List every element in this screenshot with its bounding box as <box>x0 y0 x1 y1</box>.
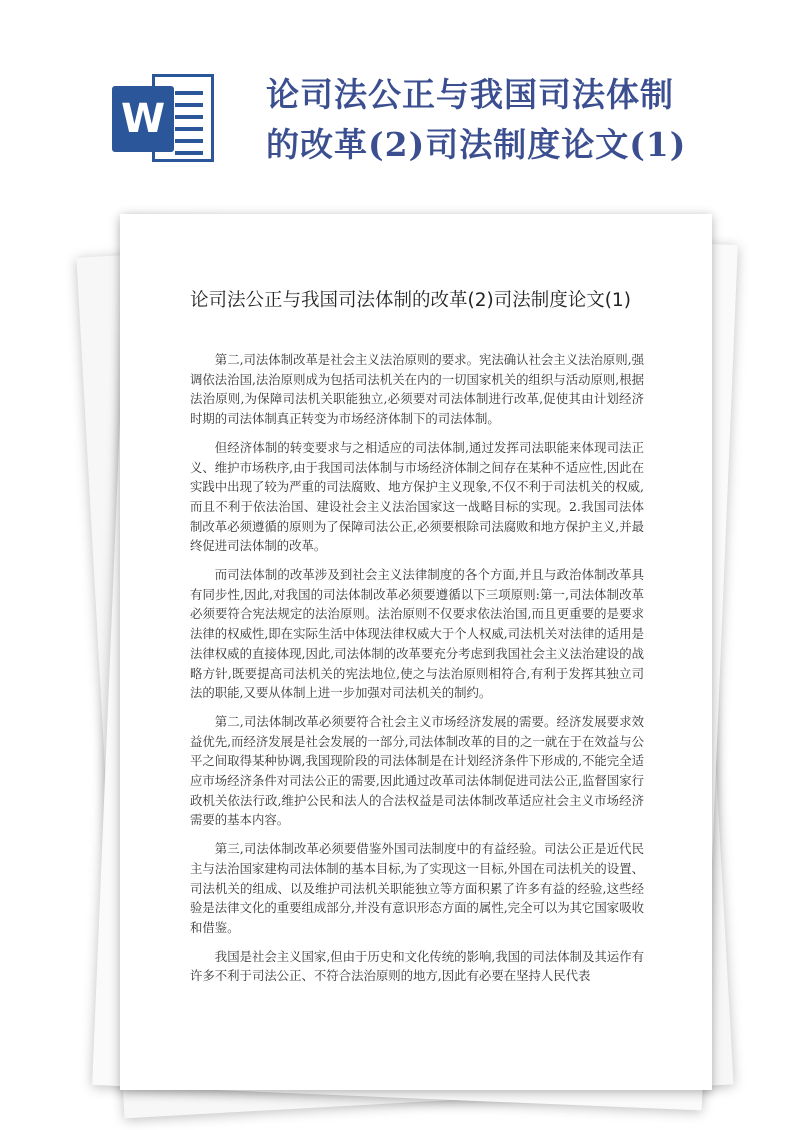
page-title: 论司法公正与我国司法体制的改革(2)司法制度论文(1) <box>266 75 687 164</box>
paragraph: 第二,司法体制改革必须要符合社会主义市场经济发展的需要。经济发展要求效益优先,而经济发展是社会发展的一部分,司法体制改革的目的之一就在于在效益与公平之间取得某种协调,我国现阶段的司法体制是在计划经济条件下形成的,不能完全适应市场经济条件对司法公正的需要,因此通过改革司法体制促进司法公正,监督国家行政机关依法行政,维护公民和法人的合法权益是司法体制改革适应社会主义市场经济需要的基本内容。 <box>190 713 644 828</box>
paragraph: 我国是社会主义国家,但由于历史和文化传统的影响,我国的司法体制及其运作有许多不利于司法公正、不符合法治原则的地方,因此有必要在坚持人民代表 <box>190 948 644 984</box>
paragraph: 而司法体制的改革涉及到社会主义法律制度的各个方面,并且与政治体制改革具有同步性,因此,对我国的司法体制改革必须要遵循以下三项原则:第一,司法体制改革必须要符合宪法规定的法治原则。法治原则不仅要求依法治国,而且更重要的是要求法律的权威性,即在实际生活中体现法律权威大于个人权威,司法机关对法律的适用是法律权威的直接体现,因此,司法体制的改革要充分考虑到我国社会主义法治建设的战略方针,既要提高司法机关的宪法地位,使之与法治原则相符合,有利于发挥其独立司法的职能,又要从体制上进一步加强对司法机关的制约。 <box>190 567 644 701</box>
document-body <box>190 350 644 995</box>
paragraph: 第二,司法体制改革是社会主义法治原则的要求。宪法确认社会主义法治原则,强调依法治国,法治原则成为包括司法机关在内的一切国家机关的组织与活动原则,根据法治原则,为保障司法机关职能独立,必须要对司法体制进行改革,促使其由计划经济时期的司法体制真正转变为市场经济体制下的司法体制。 <box>190 352 644 427</box>
document-title: 论司法公正与我国司法体制的改革(2)司法制度论文(1) <box>190 290 631 311</box>
word-letter-tile: W <box>112 86 174 152</box>
paragraph: 但经济体制的转变要求与之相适应的司法体制,通过发挥司法职能来体现司法正义、维护市场秩序,由于我国司法体制与市场经济体制之间存在某种不适应性,因此在实践中出现了较为严重的司法腐败、地方保护主义现象,不仅不利于司法机关的权威,而且不利于依法治国、建设社会主义法治国家这一战略目标的实现。2.我国司法体制改革必须遵循的原则为了保障司法公正,必须要根除司法腐败和地方保护主义,并最终促进司法体制的改革。 <box>190 439 644 554</box>
paragraph: 第三,司法体制改革必须要借鉴外国司法制度中的有益经验。司法公正是近代民主与法治国家建构司法体制的基本目标,为了实现这一目标,外国在司法机关的设置、司法机关的组成、以及维护司法机关职能独立等方面积累了许多有益的经验,这些经验是法律文化的重要组成部分,并没有意识形态方面的属性,完全可以为其它国家吸收和借鉴。 <box>190 841 644 935</box>
